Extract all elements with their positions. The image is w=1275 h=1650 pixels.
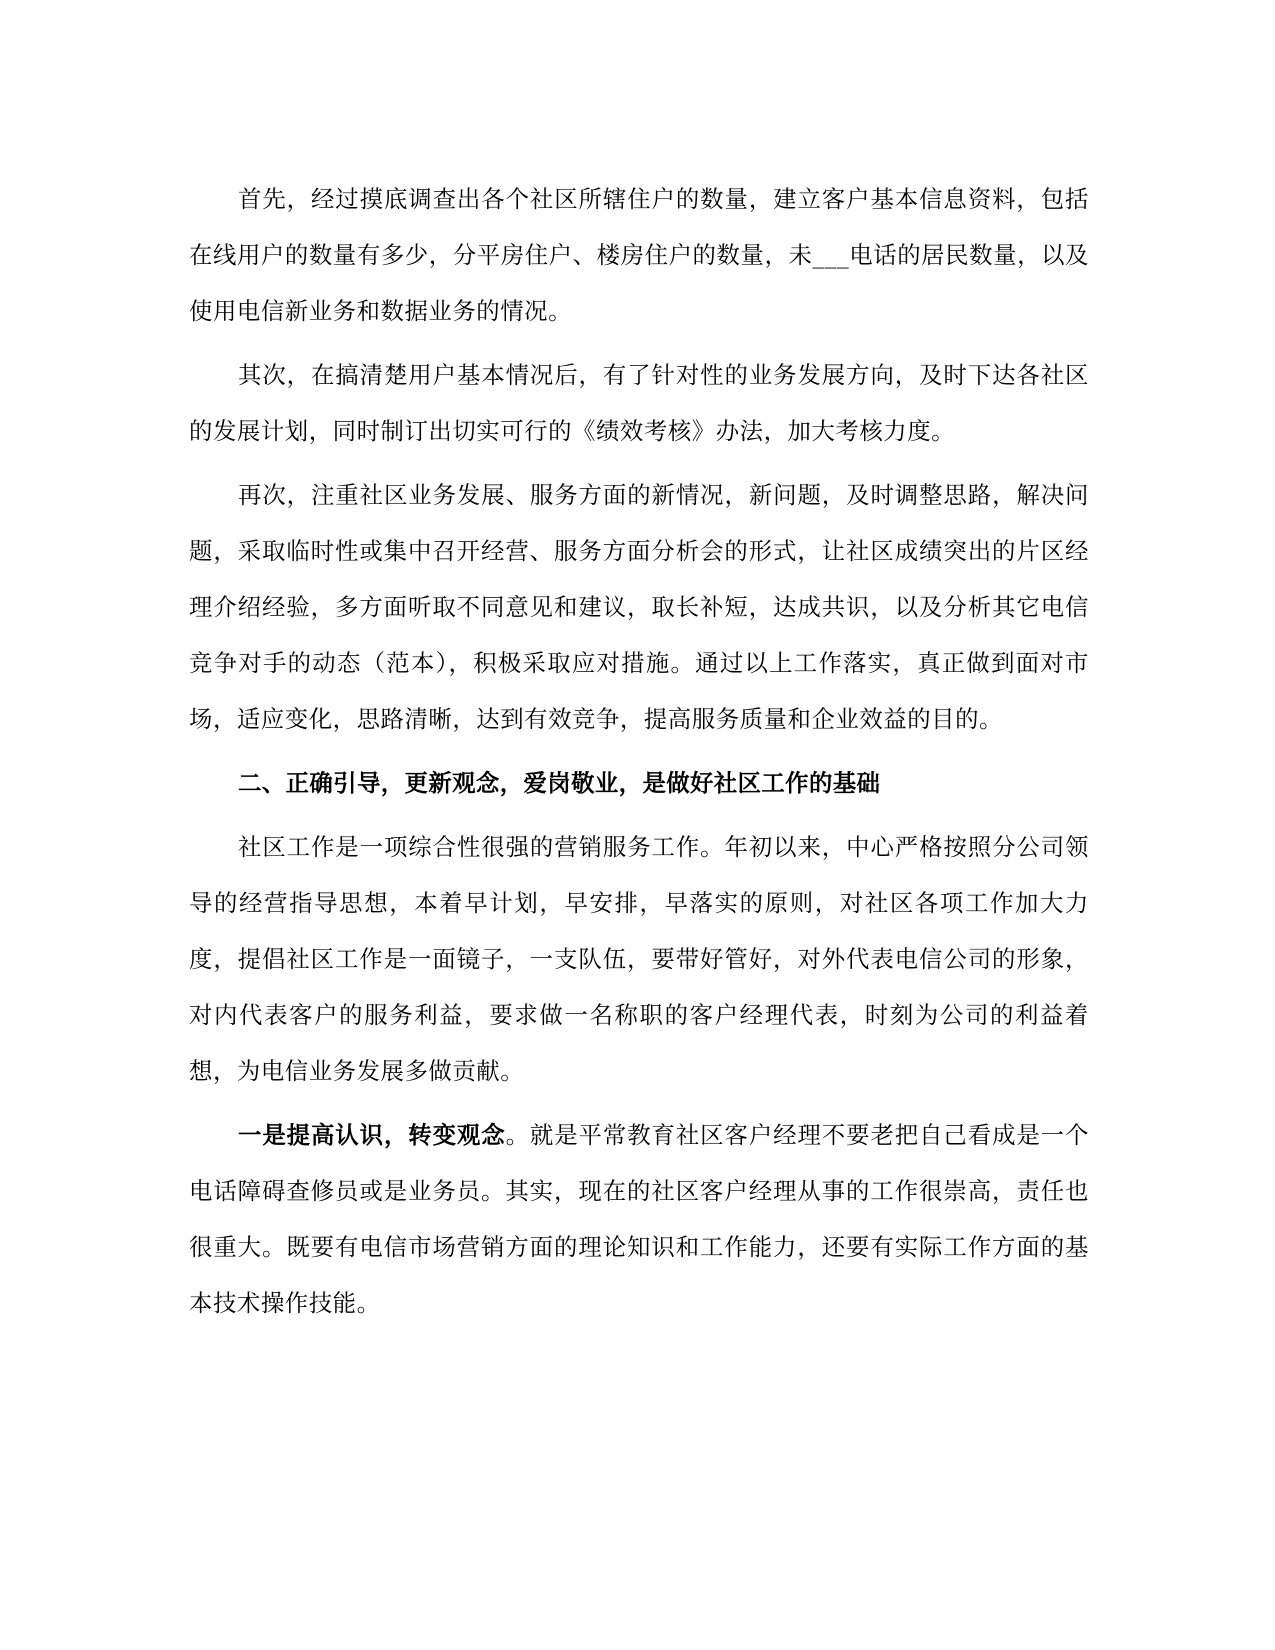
- point-one-lead: 一是提高认识，转变观念: [238, 1121, 506, 1149]
- section-heading: 二、正确引导，更新观念，爱岗敬业，是做好社区工作的基础: [238, 769, 881, 797]
- document-body: [189, 171, 1089, 1331]
- paragraph-second: 其次，在搞清楚用户基本情况后，有了针对性的业务发展方向，及时下达各社区的发展计划，同时制订出切实可行的《绩效考核》办法，加大考核力度。: [189, 361, 1089, 445]
- paragraph-third: 再次，注重社区业务发展、服务方面的新情况，新问题，及时调整思路，解决问题，采取临时性或集中召开经营、服务方面分析会的形式，让社区成绩突出的片区经理介绍经验，多方面听取不同意见和建议，取长补短，达成共识，以及分析其它电信竞争对手的动态（范本），积极采取应对措施。通过以上工作落实，真正做到面对市场，适应变化，思路清晰，达到有效竞争，提高服务质量和企业效益的目的。: [189, 481, 1089, 733]
- point-one-text: 。就是平常教育社区客户经理不要老把自己看成是一个电话障碍查修员或是业务员。其实，现在的社区客户经理从事的工作很崇高，责任也很重大。既要有电信市场营销方面的理论知识和工作能力，还要有实际工作方面的基本技术操作技能。: [189, 1121, 1089, 1317]
- point-one-paragraph: [189, 1107, 1089, 1331]
- section-paragraph: 社区工作是一项综合性很强的营销服务工作。年初以来，中心严格按照分公司领导的经营指导思想，本着早计划，早安排，早落实的原则，对社区各项工作加大力度，提倡社区工作是一面镜子，一支队伍，要带好管好，对外代表电信公司的形象，对内代表客户的服务利益，要求做一名称职的客户经理代表，时刻为公司的利益着想，为电信业务发展多做贡献。: [189, 833, 1089, 1085]
- paragraph-first: 首先，经过摸底调查出各个社区所辖住户的数量，建立客户基本信息资料，包括在线用户的数量有多少，分平房住户、楼房住户的数量，未___电话的居民数量，以及使用电信新业务和数据业务的情况。: [189, 185, 1089, 325]
